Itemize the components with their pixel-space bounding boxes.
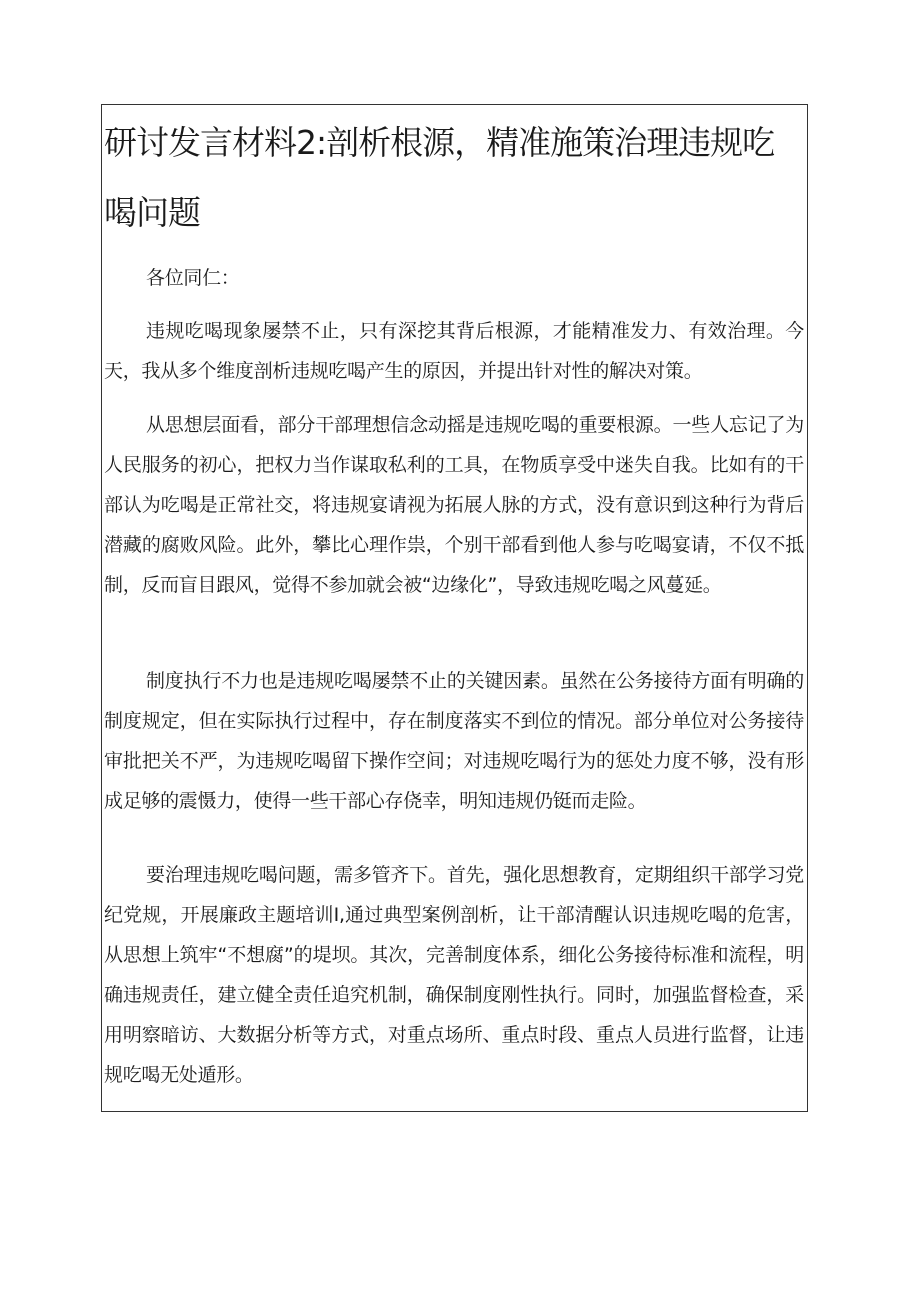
document-title: 研讨发言材料2:剖析根源，精准施策治理违规吃喝问题	[104, 123, 775, 232]
paragraph-intro: 违规吃喝现象屡禁不止，只有深挖其背后根源，才能精准发力、有效治理。今天，我从多个维度剖析违规吃喝产生的原因，并提出针对性的解决对策。	[104, 320, 804, 382]
paragraph-institutional-causes: 制度执行不力也是违规吃喝屡禁不止的关键因素。虽然在公务接待方面有明确的制度规定，但在实际执行过程中，存在制度落实不到位的情况。部分单位对公务接待审批把关不严，为违规吃喝留下操作空间；对违规吃喝行为的惩处力度不够，没有形成足够的震慑力，使得一些干部心存侥幸，明知违规仍铤而走险。	[104, 670, 804, 812]
paragraph-countermeasures: 要治理违规吃喝问题，需多管齐下。首先，强化思想教育，定期组织干部学习党纪党规，开展廉政主题培训I,通过典型案例剖析，让干部清醒认识违规吃喝的危害，从思想上筑牢“不想腐”的堤坝。其次，完善制度体系，细化公务接待标准和流程，明确违规责任，建立健全责任追究机制，确保制度刚性执行。同时，加强监督检查，采用明察暗访、大数据分析等方式，对重点场所、重点时段、重点人员进行监督，让违规吃喝无处遁形。	[104, 864, 804, 1086]
paragraph-ideological-causes: 从思想层面看，部分干部理想信念动摇是违规吃喝的重要根源。一些人忘记了为人民服务的初心，把权力当作谋取私利的工具，在物质享受中迷失自我。比如有的干部认为吃喝是正常社交，将违规宴请视为拓展人脉的方式，没有意识到这种行为背后潜藏的腐败风险。此外，攀比心理作祟，个别干部看到他人参与吃喝宴请，不仅不抵制，反而盲目跟风，觉得不参加就会被“边缘化”，导致违规吃喝之风蔓延。	[104, 414, 804, 596]
greeting: 各位同仁：	[146, 267, 240, 289]
